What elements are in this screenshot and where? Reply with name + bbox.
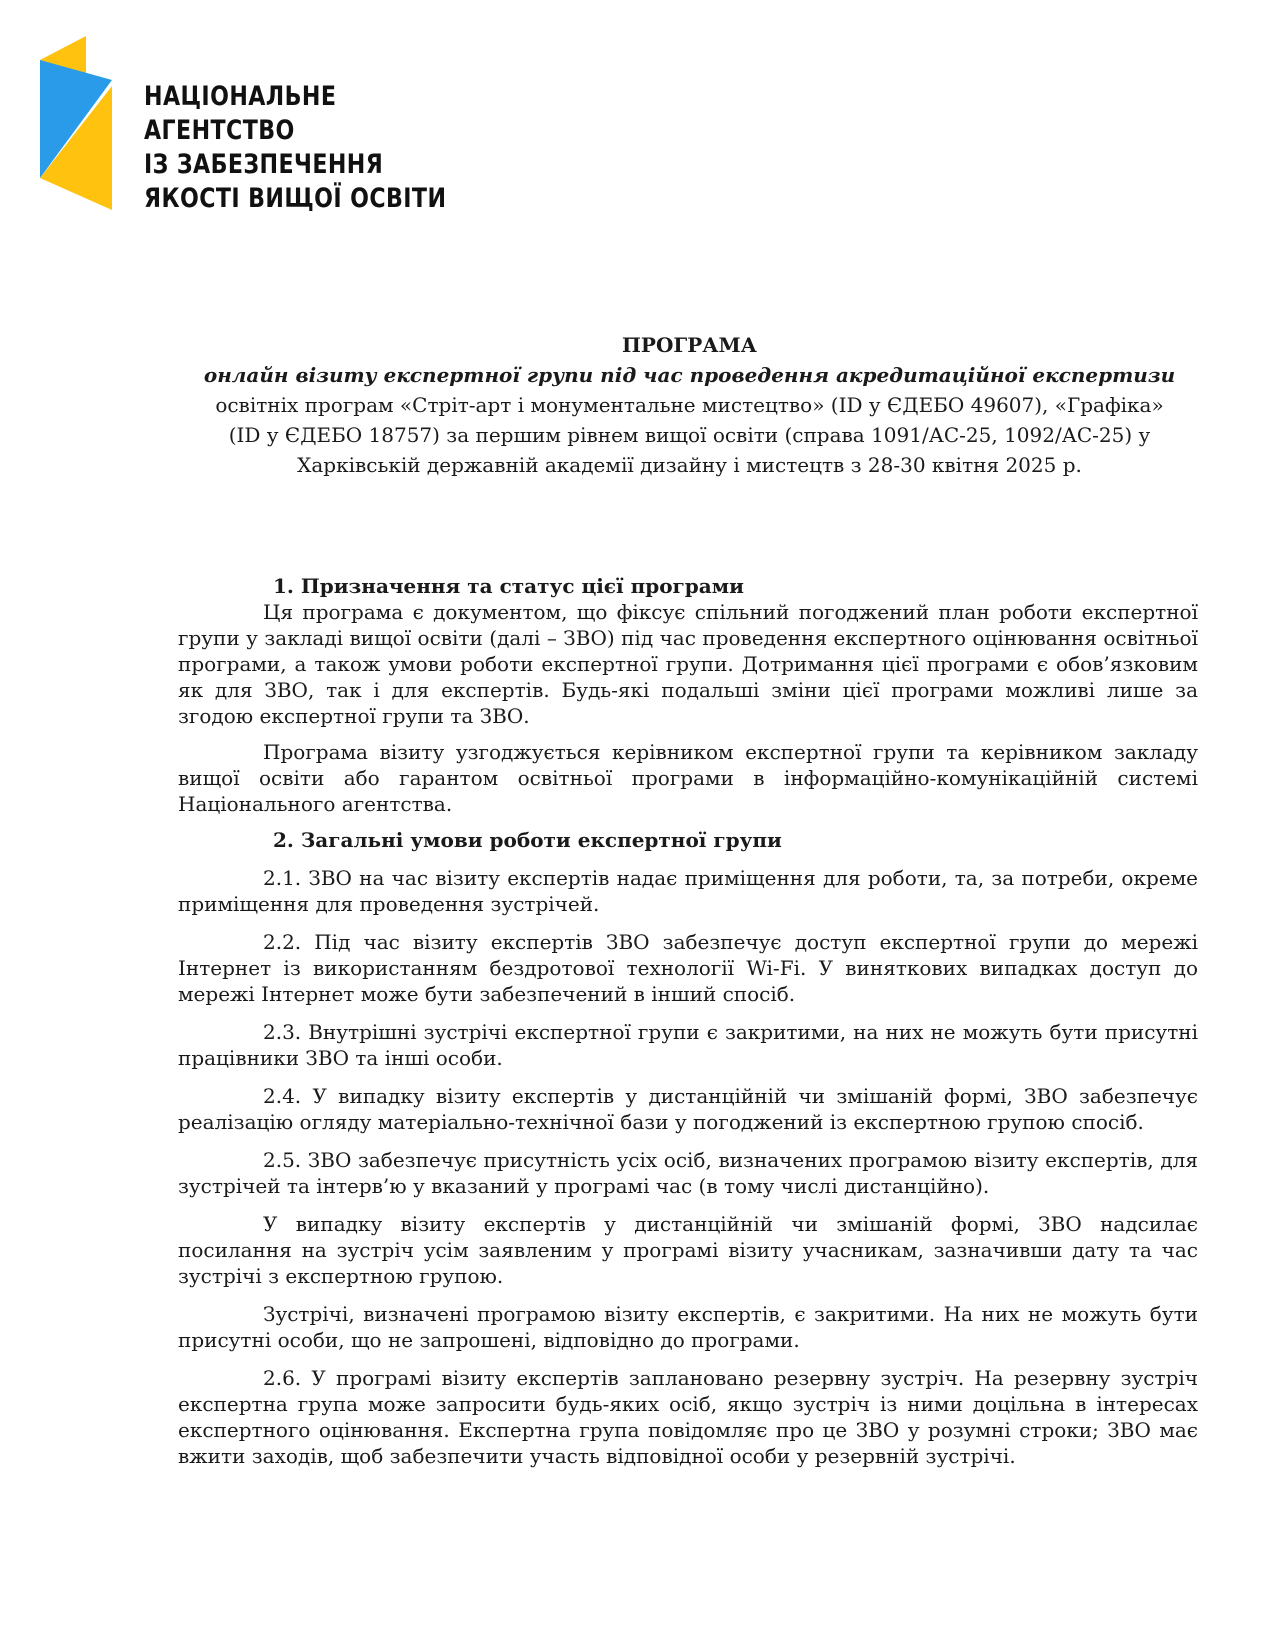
clause-2-1: 2.1. ЗВО на час візиту експертів надає приміщення для роботи, та, за потреби, окреме приміщення для проведення зустрічей.: [178, 866, 1198, 916]
section-1-paragraph-2: Програма візиту узгоджується керівником експертної групи та керівником закладу вищої освіти або гарантом освітньої програми в інформаційно-комунікаційній системі Національного агентства.: [178, 740, 1198, 816]
clause-2-5-paragraph-2: У випадку візиту експертів у дистанційній чи змішаній формі, ЗВО надсилає посилання на зустріч усім заявленим у програмі візиту учасникам, зазначивши дату та час зустрічі з експертною групою.: [178, 1212, 1198, 1288]
section-1-heading: 1. Призначення та статус цієї програми: [273, 574, 744, 598]
document-header: [172, 330, 1207, 480]
document-title: ПРОГРАМА: [622, 333, 757, 357]
agency-name: [144, 80, 446, 216]
document-body: [178, 573, 1198, 1469]
clause-2-5: 2.5. ЗВО забезпечує присутність усіх осіб, визначених програмою візиту експертів, для зустрічей та інтерв’ю у вказаний у програмі час (в тому числі дистанційно).: [178, 1148, 1198, 1198]
agency-logo-mark-icon: [40, 36, 115, 221]
document-header-line-3: Харківській державній академії дизайну і мистецтв з 28-30 квітня 2025 р.: [297, 453, 1082, 477]
agency-name-line-1: НАЦІОНАЛЬНЕ: [144, 81, 337, 112]
agency-name-line-2: АГЕНТСТВО: [144, 115, 295, 146]
clause-2-2: 2.2. Під час візиту експертів ЗВО забезпечує доступ експертної групи до мережі Інтернет із використанням бездротової технології Wi-Fi. У виняткових випадках доступ до мережі Інтернет може бути забезпечений в інший спосіб.: [178, 930, 1198, 1006]
section-1-paragraph-1: Ця програма є документом, що фіксує спільний погоджений план роботи експертної групи у закладі вищої освіти (далі – ЗВО) під час проведення експертного оцінювання освітньої програми, а також умови роботи експертної групи. Дотримання цієї програми є обов’язковим як для ЗВО, так і для експертів. Будь-які подальші зміни цієї програми можливі лише за згодою експертної групи та ЗВО.: [178, 600, 1198, 728]
clause-2-6: 2.6. У програмі візиту експертів заплановано резервну зустріч. На резервну зустріч експертна група може запросити будь-яких осіб, якщо зустріч із ними доцільна в інтересах експертного оцінювання. Експертна група повідомляє про це ЗВО у розумні строки; ЗВО має вжити заходів, щоб забезпечити участь відповідної особи у резервній зустрічі.: [178, 1366, 1198, 1468]
clause-2-3: 2.3. Внутрішні зустрічі експертної групи є закритими, на них не можуть бути присутні працівники ЗВО та інші особи.: [178, 1020, 1198, 1070]
document-subtitle: онлайн візиту експертної групи під час проведення акредитаційної експертизи: [203, 363, 1176, 387]
section-2-heading: 2. Загальні умови роботи експертної групи: [273, 828, 782, 852]
agency-logo: [40, 36, 447, 226]
document-header-line-1: освітніх програм «Стріт-арт і монументальне мистецтво» (ID у ЄДЕБО 49607), «Графіка»: [215, 393, 1164, 417]
clause-2-5-paragraph-3: Зустрічі, визначені програмою візиту експертів, є закритими. На них не можуть бути присутні особи, що не запрошені, відповідно до програми.: [178, 1302, 1198, 1352]
agency-name-line-3: ІЗ ЗАБЕЗПЕЧЕННЯ: [144, 149, 384, 180]
document-header-line-2: (ID у ЄДЕБО 18757) за першим рівнем вищої освіти (справа 1091/АС-25, 1092/АС-25) у: [228, 423, 1151, 447]
agency-name-line-4: ЯКОСТІ ВИЩОЇ ОСВІТИ: [144, 183, 447, 214]
clause-2-4: 2.4. У випадку візиту експертів у дистанційній чи змішаній формі, ЗВО забезпечує реалізацію огляду матеріально-технічної бази у погоджений із експертною групою спосіб.: [178, 1084, 1198, 1134]
